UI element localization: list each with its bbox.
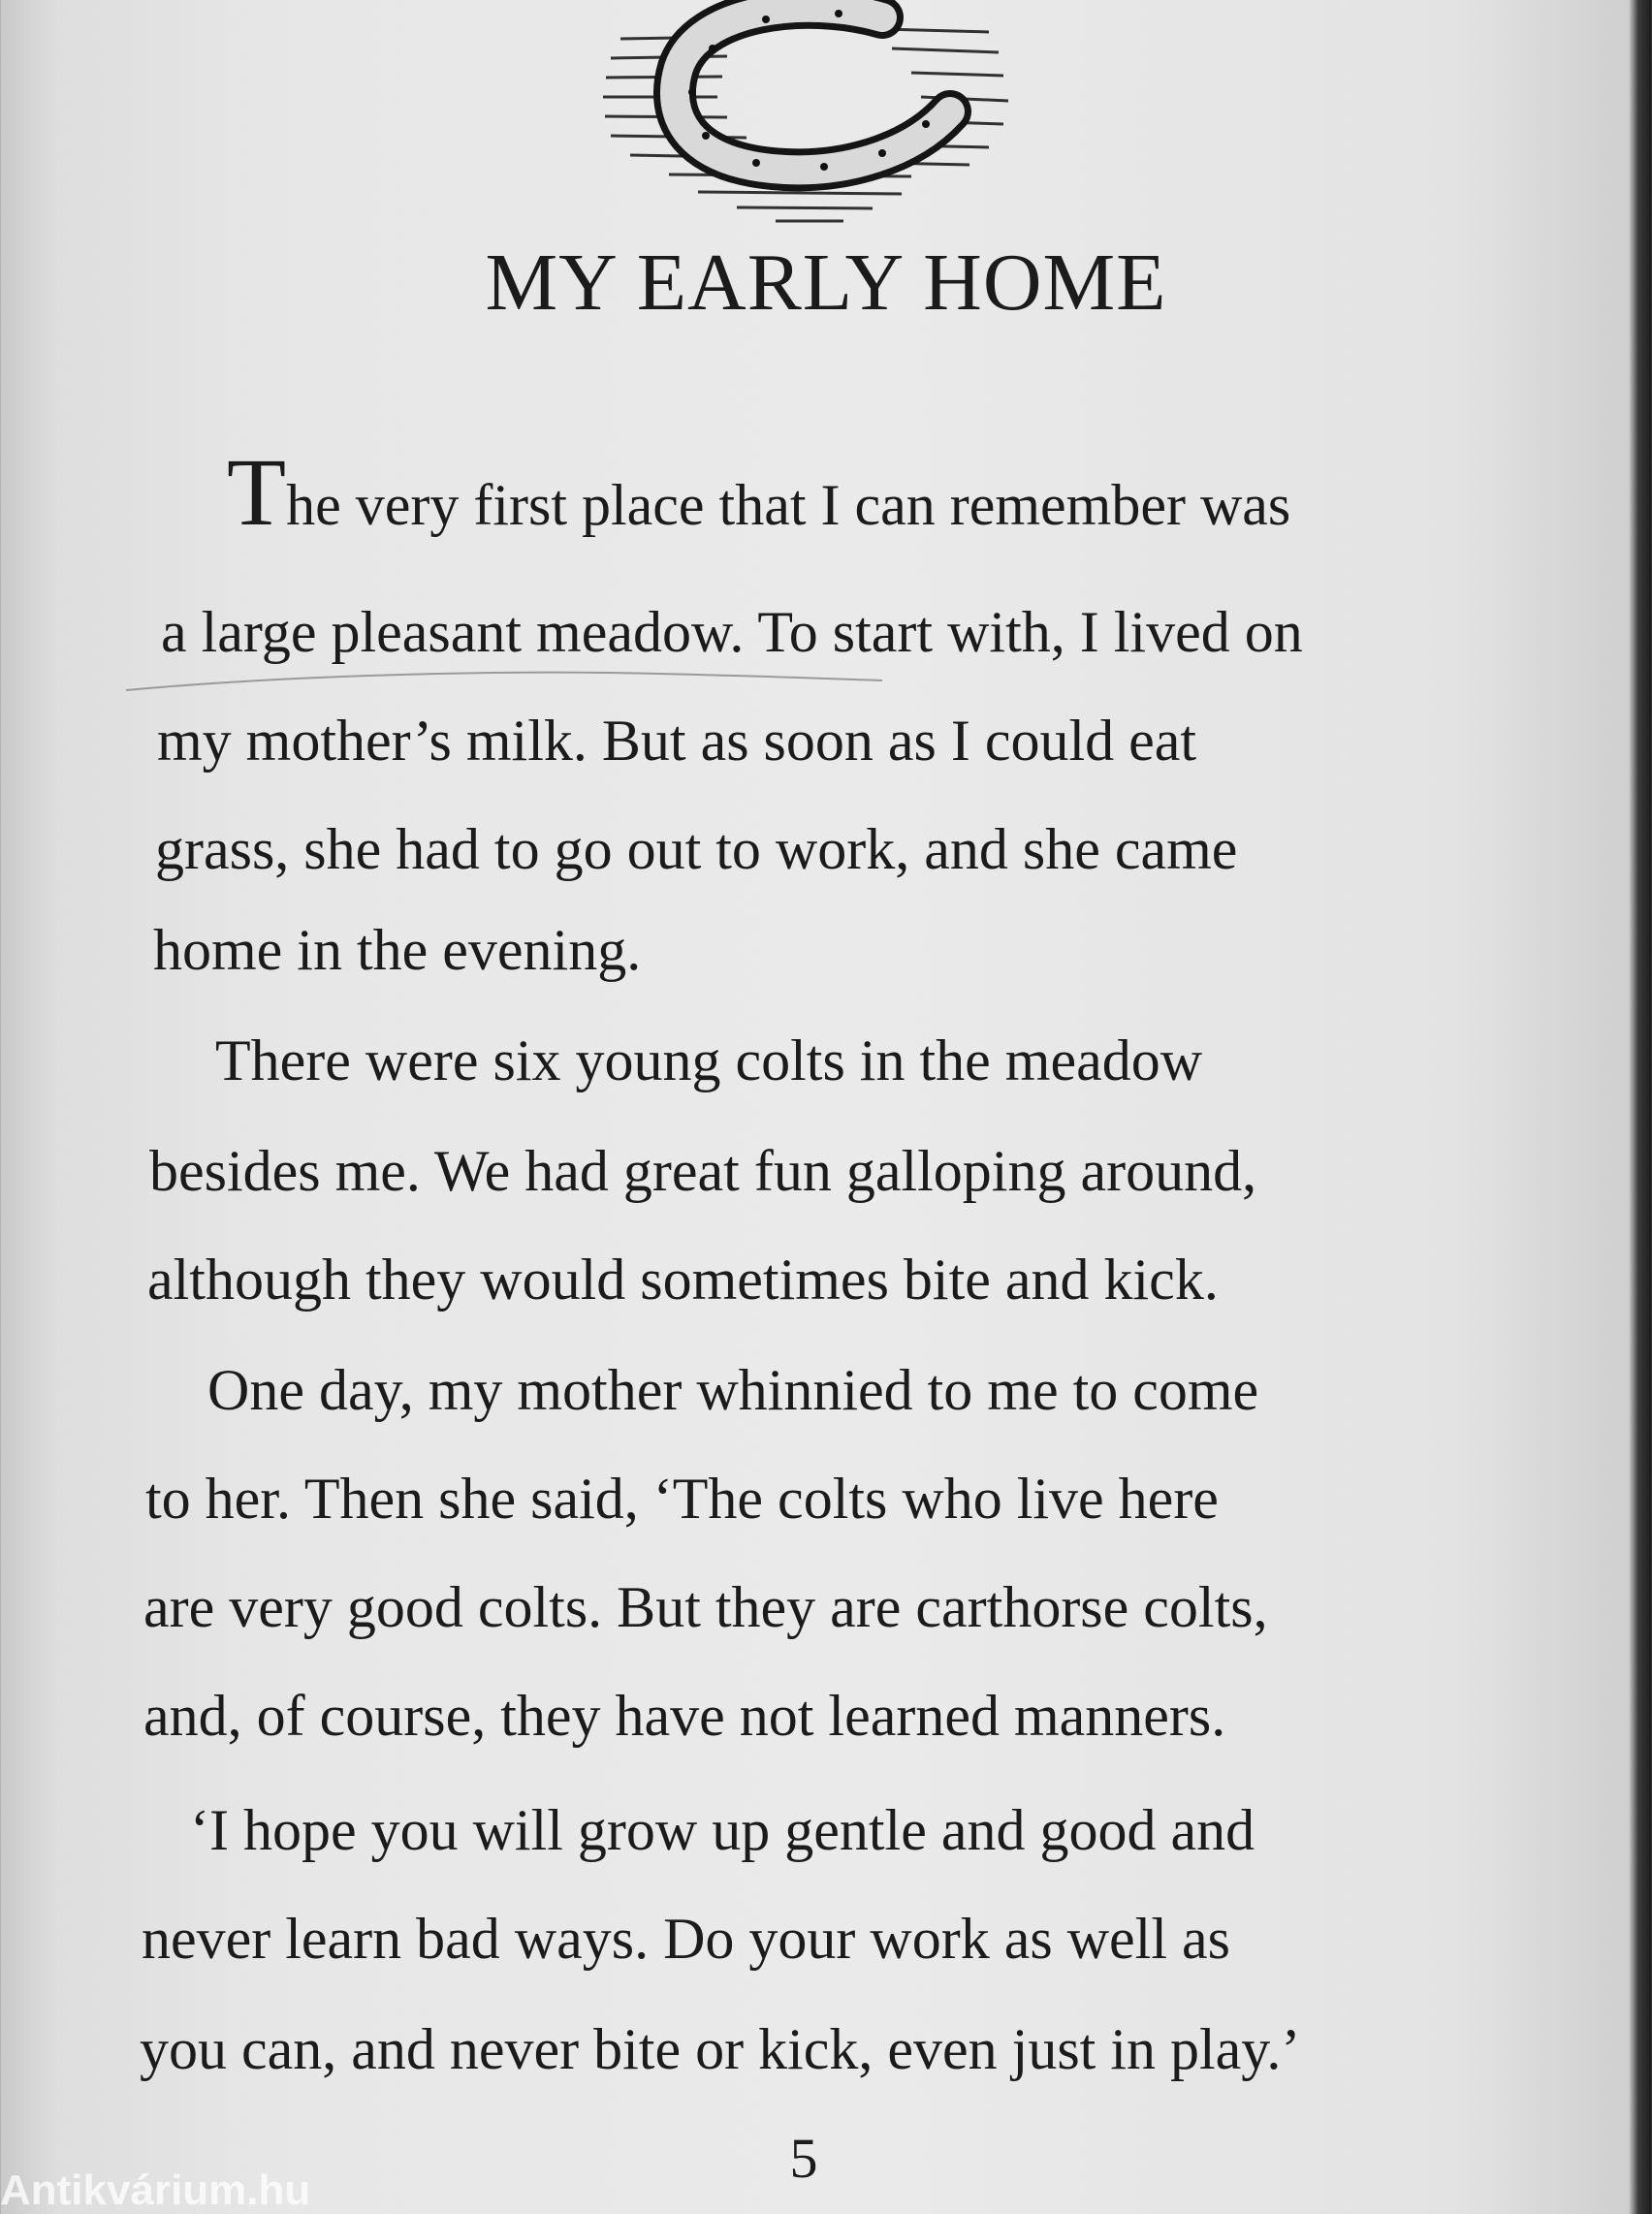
text-line: a large pleasant meadow. To start with, I lived on <box>161 600 1303 664</box>
text-line: grass, she had to go out to work, and she came <box>155 817 1238 881</box>
text-line: and, of course, they have not learned manners. <box>143 1684 1226 1748</box>
text-line: besides me. We had great fun galloping around, <box>149 1139 1257 1203</box>
horseshoe-icon <box>591 0 1018 242</box>
first-line-text: he very first place that I can remember was <box>286 473 1291 537</box>
text-line: to her. Then she said, ‘The colts who live here <box>145 1467 1219 1531</box>
text-line: although they would sometimes bite and kick. <box>147 1248 1219 1312</box>
watermark: Antikvárium.hu <box>0 2167 311 2214</box>
text-line: my mother’s milk. But as soon as I could eat <box>157 709 1197 773</box>
text-line: There were six young colts in the meadow <box>215 1028 1203 1092</box>
page-number: 5 <box>789 2127 818 2190</box>
text-line: home in the evening. <box>153 918 642 982</box>
first-line <box>227 438 1291 546</box>
text-line: One day, my mother whinnied to me to come <box>207 1358 1259 1422</box>
chapter-title: MY EARLY HOME <box>485 237 1167 328</box>
text-line: you can, and never bite or kick, even just in play.’ <box>140 2017 1301 2081</box>
text-line: ‘I hope you will grow up gentle and good and <box>190 1798 1255 1862</box>
text-line: are very good colts. But they are carthorse colts, <box>143 1575 1268 1639</box>
text-line: never learn bad ways. Do your work as well as <box>142 1907 1230 1971</box>
pencil-mark <box>126 669 882 698</box>
drop-cap: T <box>227 438 287 546</box>
